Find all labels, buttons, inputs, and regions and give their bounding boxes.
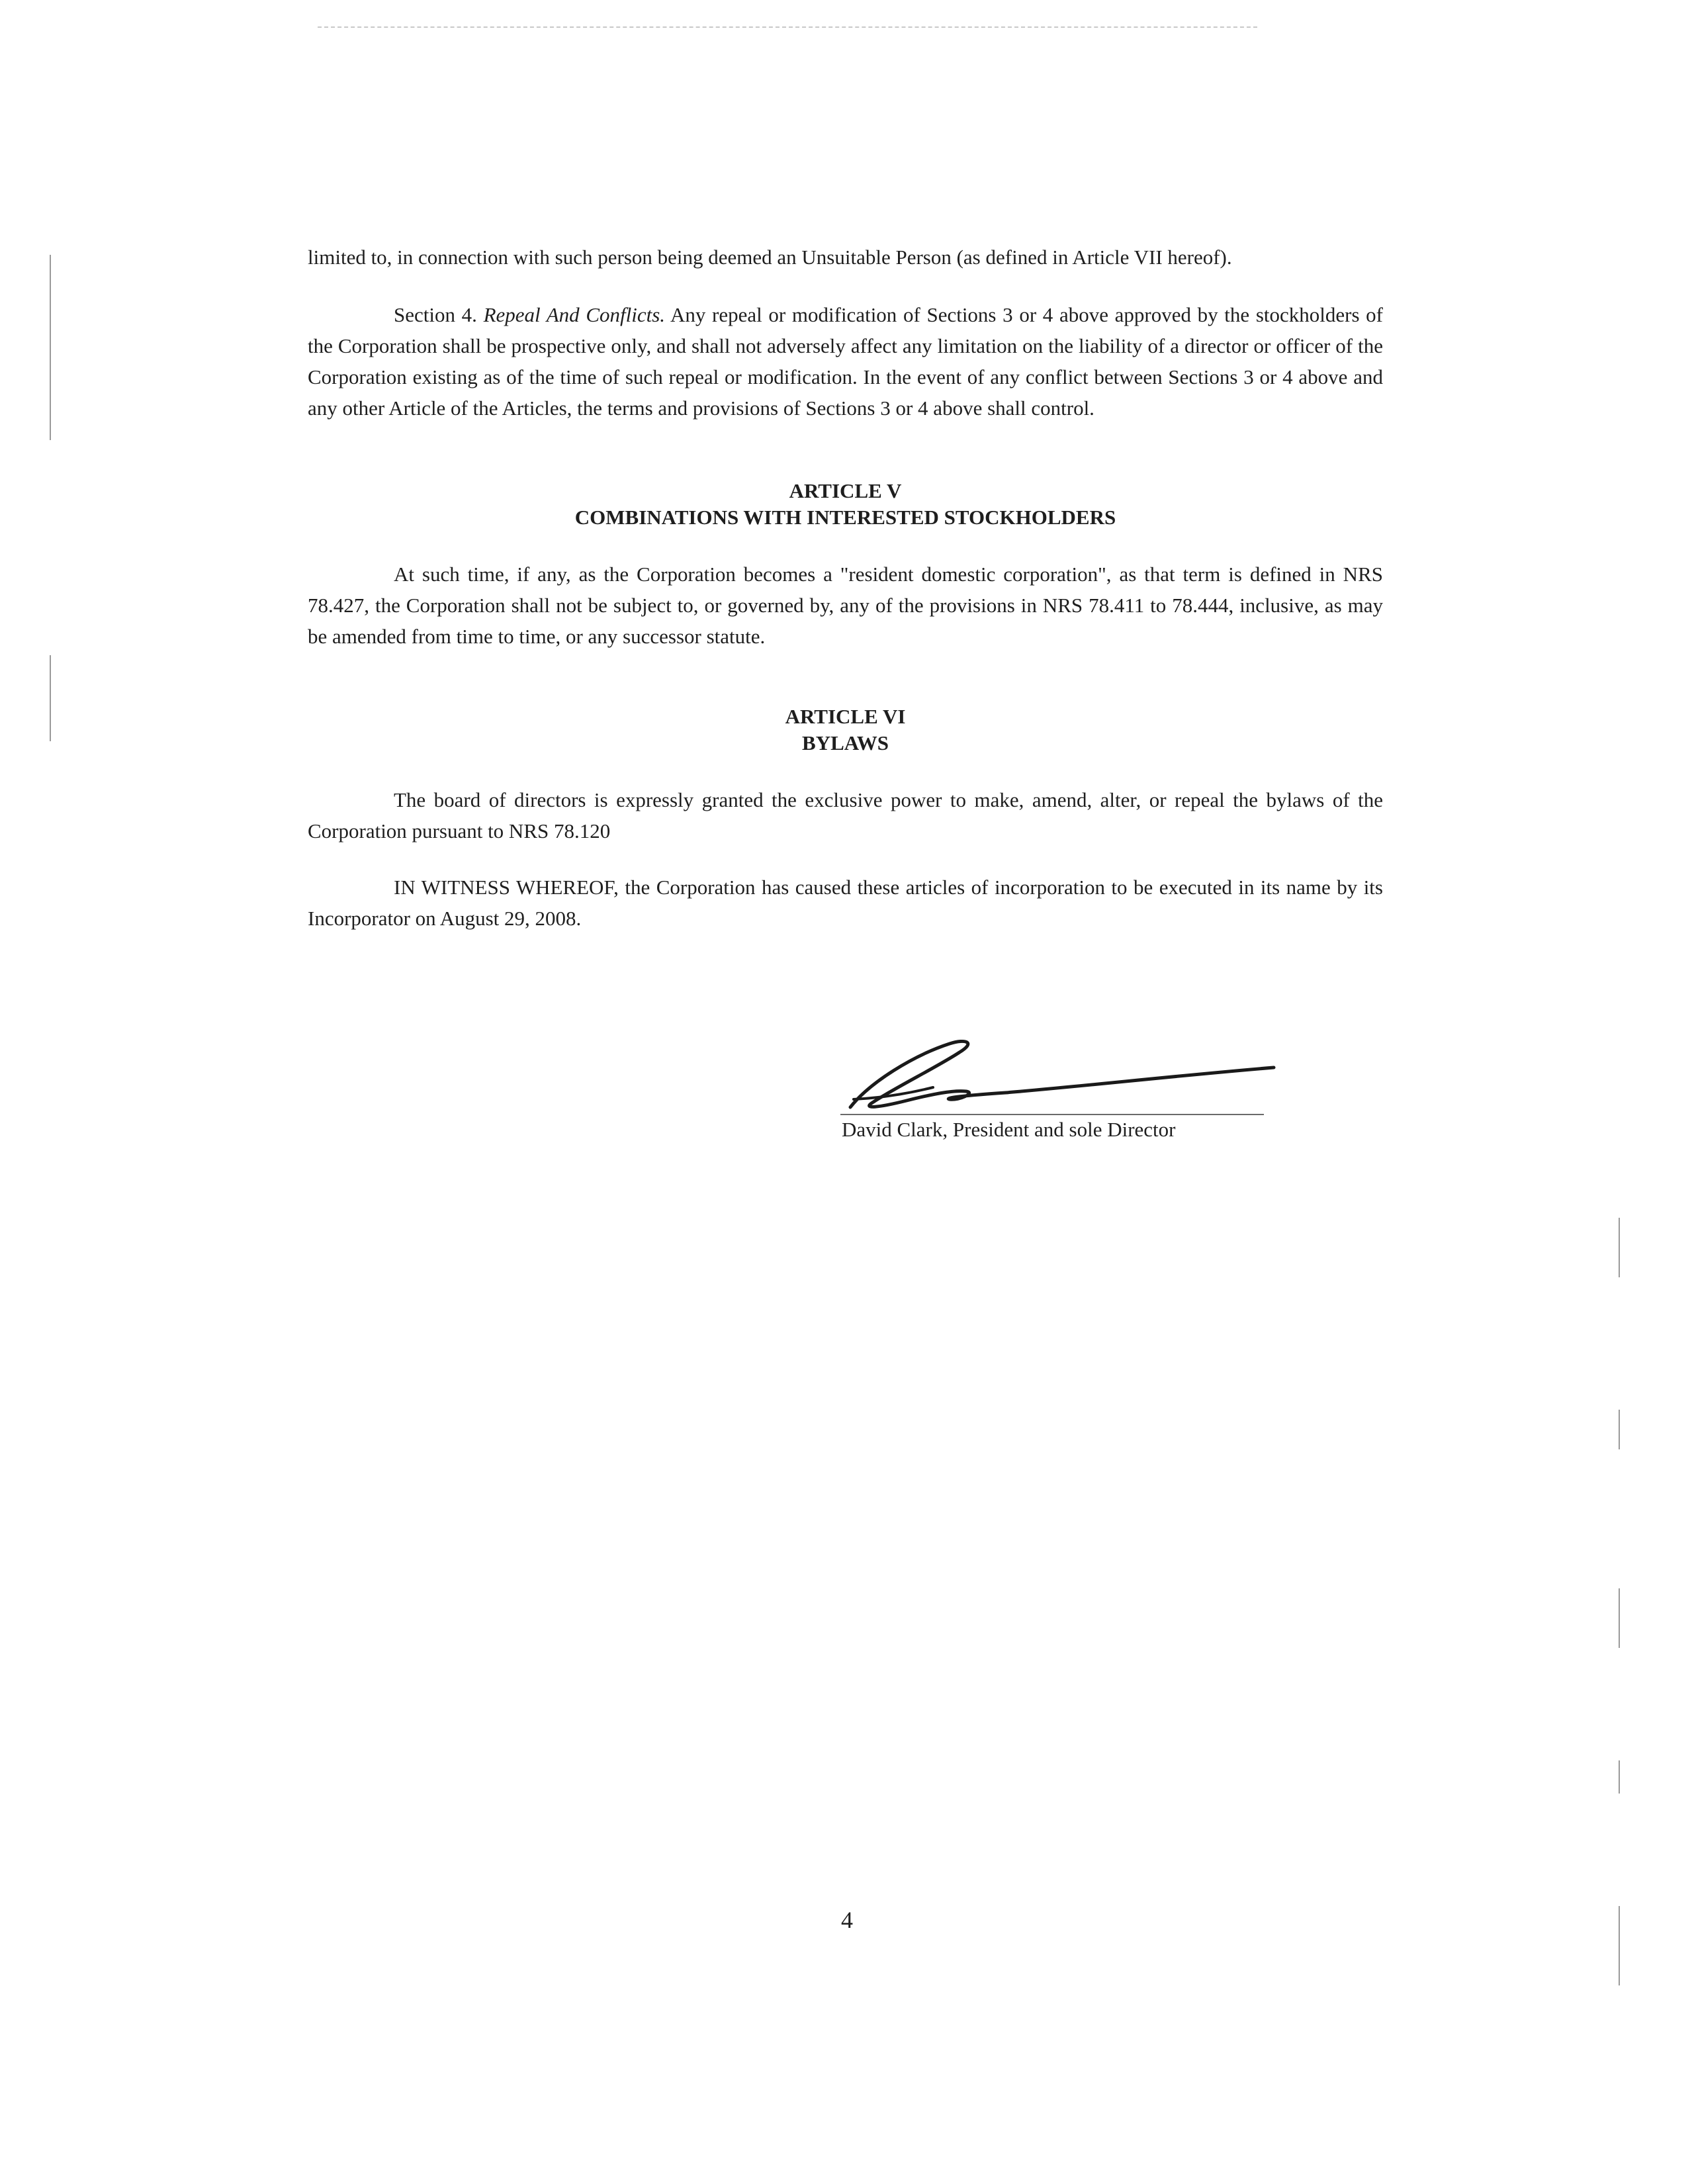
article-5-number: ARTICLE V bbox=[789, 479, 902, 502]
signature-line bbox=[840, 1114, 1264, 1115]
scan-artifact-right-3 bbox=[1619, 1588, 1620, 1648]
article-6-body: The board of directors is expressly granted the exclusive power to make, amend, alter, or repeal the bylaws of the Corporation pursuant to NRS 78.120 bbox=[308, 788, 1383, 842]
document-body bbox=[308, 242, 1383, 934]
article-6-heading bbox=[308, 704, 1383, 756]
section-4-body: Any repeal or modification of Sections 3 or 4 above approved by the stockholders of the Corporation shall be prospective only, and shall not adversely affect any limitation on the liability of a director or officer of the Corporation existing as of the time of such repeal or modification. In the event of any conflict between Sections 3 or 4 above and any other Article of the Articles, the terms and provisions of Sections 3 or 4 above shall control. bbox=[308, 303, 1383, 420]
article-5-body: At such time, if any, as the Corporation becomes a "resident domestic corporation", as that term is defined in NRS 78.427, the Corporation shall not be subject to, or governed by, any of the provisions in NRS 78.411 to 78.444, inclusive, as may be amended from time to time, or any successor statute. bbox=[308, 563, 1383, 648]
scan-artifact-right-1 bbox=[1619, 1218, 1620, 1277]
article-5-title: COMBINATIONS WITH INTERESTED STOCKHOLDERS bbox=[574, 506, 1116, 529]
section-4-paragraph bbox=[308, 299, 1383, 424]
continuation-paragraph: limited to, in connection with such person being deemed an Unsuitable Person (as defined in Article VII hereof). bbox=[308, 246, 1232, 269]
handwritten-signature bbox=[834, 1029, 1297, 1115]
scan-artifact-right-4 bbox=[1619, 1760, 1620, 1794]
article-6-title: BYLAWS bbox=[802, 731, 889, 754]
section-4-title: Repeal And Conflicts. bbox=[483, 303, 666, 326]
signer-name: David Clark, President and sole Director bbox=[842, 1118, 1176, 1141]
witness-clause: IN WITNESS WHEREOF, the Corporation has caused these articles of incorporation to be executed in its name by its Incorporator on August 29, 2008. bbox=[308, 876, 1383, 930]
scan-artifact-left-2 bbox=[50, 655, 51, 741]
section-4-label: Section 4. bbox=[394, 303, 477, 326]
scan-artifact-right-2 bbox=[1619, 1410, 1620, 1449]
signature-block bbox=[834, 1029, 1297, 1161]
article-5-heading bbox=[308, 478, 1383, 531]
scan-artifact-left-1 bbox=[50, 255, 51, 440]
page-number: 4 bbox=[841, 1907, 853, 1933]
scan-top-border bbox=[318, 26, 1257, 28]
article-6-number: ARTICLE VI bbox=[785, 705, 906, 728]
